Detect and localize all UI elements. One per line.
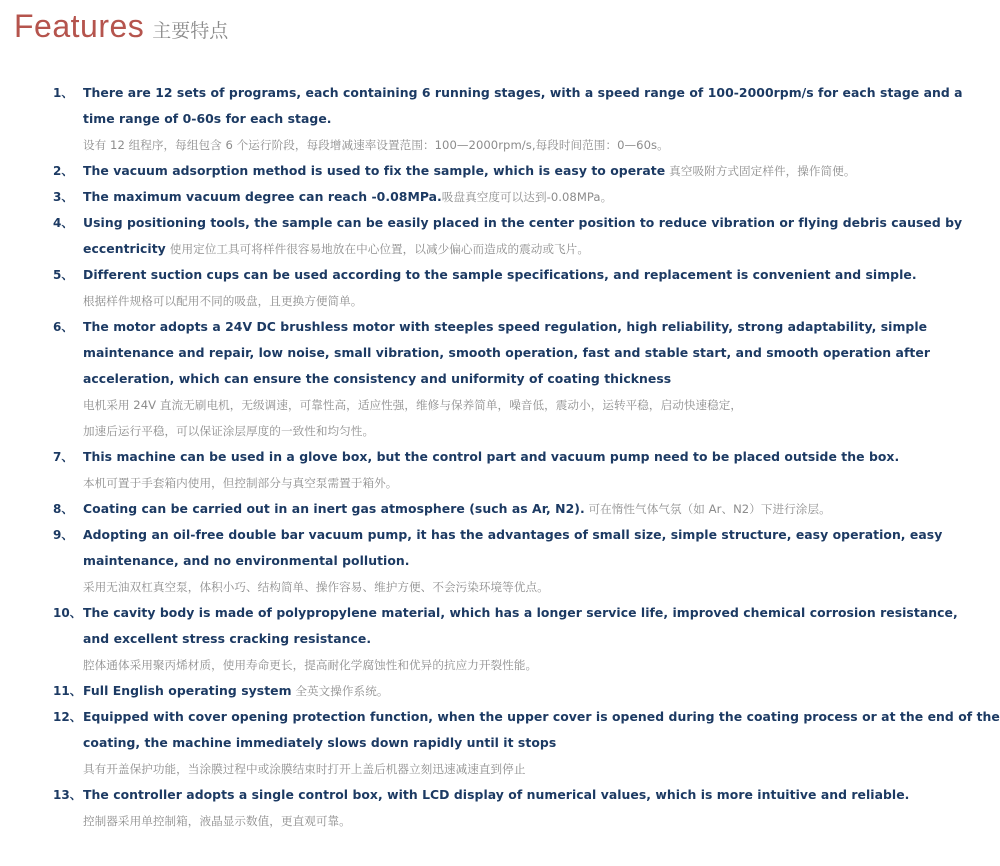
- feature-text-en: The controller adopts a single control box, with LCD display of numerical values, which is more intuitive and reliable.: [83, 787, 910, 802]
- feature-item: [0, 496, 879, 522]
- feature-text-en: Coating can be carried out in an inert gas atmosphere (such as Ar, N2).: [83, 501, 585, 516]
- feature-item: [0, 210, 963, 262]
- feature-text-zh: 电机采用 24V 直流无刷电机，无级调速，可靠性高，适应性强，维修与保养简单，噪音低，震动小，运转平稳，启动快速稳定，: [83, 398, 743, 412]
- feature-text-en: Different suction cups can be used according to the sample specifications, and replacement is convenient and simple.: [83, 267, 917, 282]
- feature-text-en: Equipped with cover opening protection function, when the upper cover is opened during the coating process or at the end of the: [83, 709, 1000, 724]
- feature-number: 1、: [53, 86, 74, 100]
- feature-text-en: and excellent stress cracking resistance.: [83, 631, 372, 646]
- feature-text-en: Full English operating system: [83, 683, 292, 698]
- feature-text-en: acceleration, which can ensure the consistency and uniformity of coating thickness: [83, 371, 672, 386]
- feature-text-en: maintenance, and no environmental pollution.: [83, 553, 410, 568]
- feature-number: 2、: [53, 164, 74, 178]
- features-title-zh: 主要特点: [152, 20, 229, 42]
- feature-text-zh: 控制器采用单控制箱，液晶显示数值，更直观可靠。: [83, 814, 351, 828]
- feature-text-en: The cavity body is made of polypropylene material, which has a longer service life, improved chemical corrosion resistance,: [83, 605, 958, 620]
- feature-item: [0, 704, 1000, 782]
- feature-number: 11、: [53, 684, 82, 698]
- feature-text-en: The motor adopts a 24V DC brushless motor with steeples speed regulation, high reliability, strong adaptability, simple: [83, 319, 928, 334]
- feature-item: [0, 444, 900, 496]
- feature-text-zh: 具有开盖保护功能，当涂膜过程中或涂膜结束时打开上盖后机器立刻迅速减速直到停止: [83, 762, 526, 776]
- feature-item: [0, 600, 958, 678]
- feature-text-zh: 使用定位工具可将样件很容易地放在中心位置，以减少偏心而造成的震动或飞片。: [169, 242, 589, 256]
- features-title: Features: [14, 8, 145, 44]
- feature-item: [0, 80, 963, 158]
- feature-text-en: Adopting an oil-free double bar vacuum pump, it has the advantages of small size, simple structure, easy operation, easy: [83, 527, 943, 542]
- feature-item: [0, 678, 879, 704]
- feature-text-en: eccentricity: [83, 241, 166, 256]
- feature-text-en: coating, the machine immediately slows down rapidly until it stops: [83, 735, 557, 750]
- feature-number: 6、: [53, 320, 74, 334]
- feature-text-en: Using positioning tools, the sample can be easily placed in the center position to reduce vibration or flying debris caused by: [83, 215, 963, 230]
- feature-number: 13、: [53, 788, 82, 802]
- feature-number: 7、: [53, 450, 74, 464]
- feature-number: 5、: [53, 268, 74, 282]
- section-header: [14, 8, 228, 48]
- feature-text-zh: 采用无油双杠真空泵，体积小巧、结构简单、操作容易、维护方便、不会污染环境等优点。: [83, 580, 549, 594]
- feature-text-en: The maximum vacuum degree can reach -0.08MPa.: [83, 189, 442, 204]
- feature-text-zh: 设有 12 组程序，每组包含 6 个运行阶段，每段增减速率设置范围：100—2000rpm/s,每段时间范围：0—60s。: [83, 138, 669, 152]
- feature-number: 12、: [53, 710, 82, 724]
- feature-text-en: There are 12 sets of programs, each containing 6 running stages, with a speed range of 100-2000rpm/s for each stage and a: [83, 85, 963, 100]
- feature-item: [0, 314, 930, 444]
- feature-item: [0, 782, 910, 834]
- feature-text-zh: 全英文操作系统。: [291, 684, 389, 698]
- feature-text-zh: 吸盘真空度可以达到-0.08MPa。: [441, 190, 613, 204]
- feature-number: 4、: [53, 216, 74, 230]
- feature-text-zh: 真空吸附方式固定样件，操作简便。: [669, 164, 856, 178]
- feature-text-zh: 根据样件规格可以配用不同的吸盘，且更换方便简单。: [83, 294, 363, 308]
- feature-item: [0, 522, 943, 600]
- feature-text-zh: 可在惰性气体气氛（如 Ar、N2）下进行涂层。: [584, 502, 831, 516]
- feature-text-en: maintenance and repair, low noise, small vibration, smooth operation, fast and stable start, and smooth operation after: [83, 345, 930, 360]
- feature-text-en: The vacuum adsorption method is used to fix the sample, which is easy to operate: [83, 163, 666, 178]
- feature-item: [0, 158, 879, 184]
- feature-text-zh: 本机可置于手套箱内使用，但控制部分与真空泵需置于箱外。: [83, 476, 398, 490]
- features-list: [0, 80, 1000, 834]
- feature-text-en: This machine can be used in a glove box, but the control part and vacuum pump need to be placed outside the box.: [83, 449, 900, 464]
- feature-item: [0, 184, 879, 210]
- feature-text-zh: 腔体通体采用聚丙烯材质，使用寿命更长，提高耐化学腐蚀性和优异的抗应力开裂性能。: [83, 658, 538, 672]
- feature-number: 8、: [53, 502, 74, 516]
- feature-text-en: time range of 0-60s for each stage.: [83, 111, 332, 126]
- feature-text-zh: 加速后运行平稳，可以保证涂层厚度的一致性和均匀性。: [83, 424, 375, 438]
- feature-number: 10、: [53, 606, 82, 620]
- feature-number: 9、: [53, 528, 74, 542]
- feature-number: 3、: [53, 190, 74, 204]
- feature-item: [0, 262, 917, 314]
